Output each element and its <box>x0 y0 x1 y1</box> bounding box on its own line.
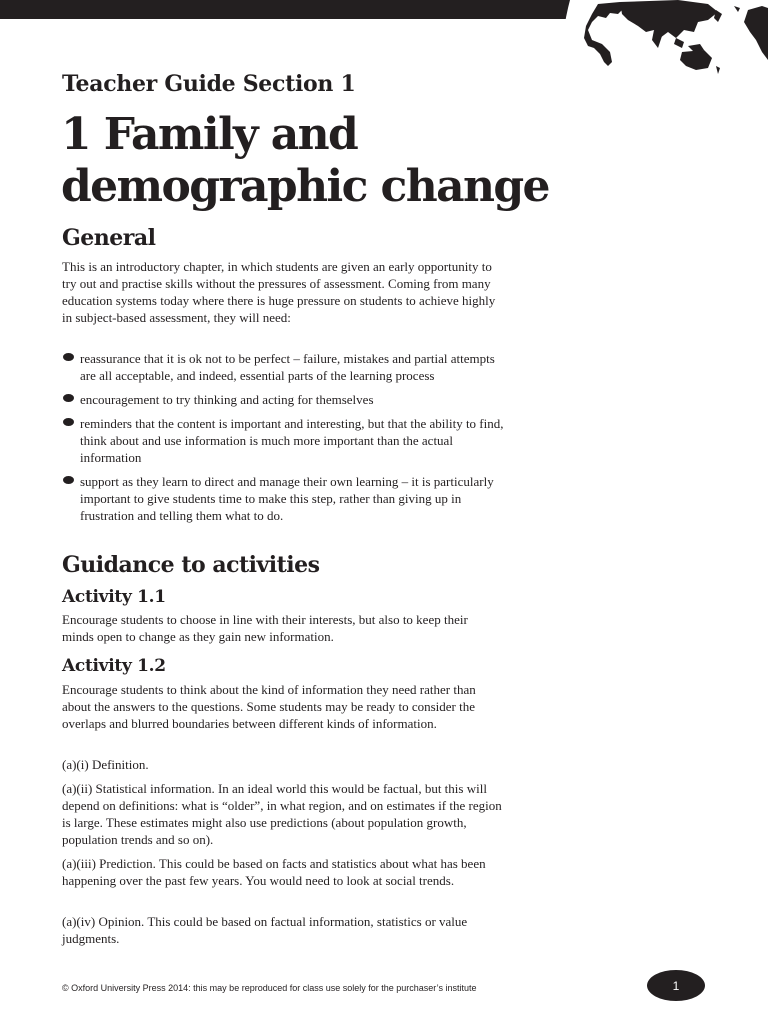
list-item <box>62 415 504 466</box>
list-item <box>62 473 504 524</box>
activity-1-1-heading: Activity 1.1 <box>62 587 166 607</box>
list-item-text: reassurance that it is ok not to be perfect – failure, mistakes and partial attempts are all acceptable, and indeed, essential parts of the learning process <box>80 351 495 383</box>
bullet-dot-icon <box>63 418 74 426</box>
activity-1-2-part-a-ii: (a)(ii) Statistical information. In an ideal world this would be factual, but this will depend on definitions: what is “older”, in what region, and on estimates if the region is large. These estimates might also use predictions (about population growth, population trends and so on). <box>62 781 502 847</box>
activity-1-2-part-a-i: (a)(i) Definition. <box>62 757 149 772</box>
general-intro: This is an introductory chapter, in which students are given an early opportunity to try out and practise skills without the pressures of assessment. Coming from many education systems today where there is huge pressure on students to achieve highly in subject-based assessment, they will need: <box>62 259 496 325</box>
activity-1-2-heading: Activity 1.2 <box>62 656 166 676</box>
guidance-heading: Guidance to activities <box>62 552 320 578</box>
list-item-text: support as they learn to direct and manage their own learning – it is particularly important to give students time to make this step, rather than giving up in frustration and telling them what to do. <box>80 474 494 523</box>
copyright-notice: © Oxford University Press 2014: this may be reproduced for class use solely for the purchaser’s institute <box>62 983 477 993</box>
activity-1-2-part-a-iv: (a)(iv) Opinion. This could be based on factual information, statistics or value judgments. <box>62 914 468 946</box>
list-item-text: reminders that the content is important and interesting, but that the ability to find, think about and use information is much more important than the actual information <box>80 416 504 465</box>
page-title: 1 Family and demographic change <box>61 109 549 212</box>
list-item-text: encouragement to try thinking and acting for themselves <box>80 392 374 407</box>
general-heading: General <box>62 225 156 251</box>
page-number-badge: 1 <box>647 970 705 1001</box>
section-label: Teacher Guide Section 1 <box>62 71 356 97</box>
bullet-dot-icon <box>63 394 74 402</box>
bullet-dot-icon <box>63 353 74 361</box>
list-item <box>62 350 504 384</box>
activity-1-2-part-a-iii: (a)(iii) Prediction. This could be based on facts and statistics about what has been happening over the past few years. You would need to look at social trends. <box>62 856 486 888</box>
world-map-icon <box>558 0 768 80</box>
activity-1-1-text: Encourage students to choose in line with their interests, but also to keep their minds open to change as they gain new information. <box>62 612 468 644</box>
activity-1-2-intro: Encourage students to think about the kind of information they need rather than about the answers to the questions. Some students may be ready to consider the overlaps and blurred boundaries between different kinds of information. <box>62 682 476 731</box>
bullet-dot-icon <box>63 476 74 484</box>
needs-list <box>62 350 504 531</box>
list-item <box>62 391 504 408</box>
